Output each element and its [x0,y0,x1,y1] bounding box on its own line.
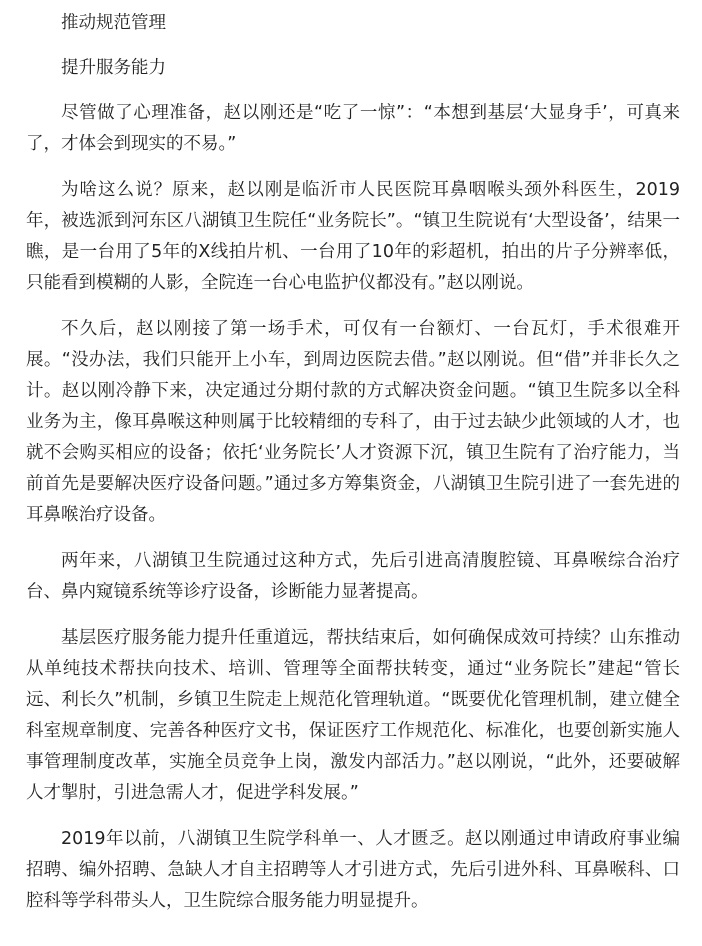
paragraph: 尽管做了心理准备，赵以刚还是“吃了一惊”：“本想到基层‘大显身手’，可真来了，才体会到现实的不易。” [26,103,680,154]
section-heading: 提升服务能力 [61,58,166,78]
paragraph: 2019年以前，八湖镇卫生院学科单一、人才匮乏。赵以刚通过申请政府事业编招聘、编外招聘、急缺人才自主招聘等人才引进方式，先后引进外科、耳鼻喉科、口腔科等学科带头人，卫生院综合服务能力明显提升。 [26,829,680,911]
section-heading: 推动规范管理 [61,13,166,33]
paragraph: 为啥这么说？原来，赵以刚是临沂市人民医院耳鼻咽喉头颈外科医生，2019年，被选派到河东区八湖镇卫生院任“业务院长”。“镇卫生院说有‘大型设备’，结果一瞧，是一台用了5年的X线拍片机、一台用了10年的彩超机，拍出的片子分辨率低，只能看到模糊的人影，全院连一台心电监护仪都没有。”赵以刚说。 [26,180,680,293]
paragraph: 基层医疗服务能力提升任重道远，帮扶结束后，如何确保成效可持续？山东推动从单纯技术帮扶向技术、培训、管理等全面帮扶转变，通过“业务院长”建起“管长远、利长久”机制，乡镇卫生院走上规范化管理轨道。“既要优化管理机制，建立健全科室规章制度、完善各种医疗文书，保证医疗工作规范化、标准化，也要创新实施人事管理制度改革，实施全员竞争上岗，激发内部活力。”赵以刚说，“此外，还要破解人才掣肘，引进急需人才，促进学科发展。” [26,628,680,803]
paragraph: 两年来，八湖镇卫生院通过这种方式，先后引进高清腹腔镜、耳鼻喉综合治疗台、鼻内窥镜系统等诊疗设备，诊断能力显著提高。 [26,551,680,602]
paragraph: 不久后，赵以刚接了第一场手术，可仅有一台额灯、一台瓦灯，手术很难开展。“没办法，我们只能开上小车，到周边医院去借。”赵以刚说。但“借”并非长久之计。赵以刚冷静下来，决定通过分期付款的方式解决资金问题。“镇卫生院多以全科业务为主，像耳鼻喉这种则属于比较精细的专科了，由于过去缺少此领域的人才，也就不会购买相应的设备；依托‘业务院长’人才资源下沉，镇卫生院有了治疗能力，当前首先是要解决医疗设备问题。”通过多方筹集资金，八湖镇卫生院引进了一套先进的耳鼻喉治疗设备。 [26,319,680,525]
